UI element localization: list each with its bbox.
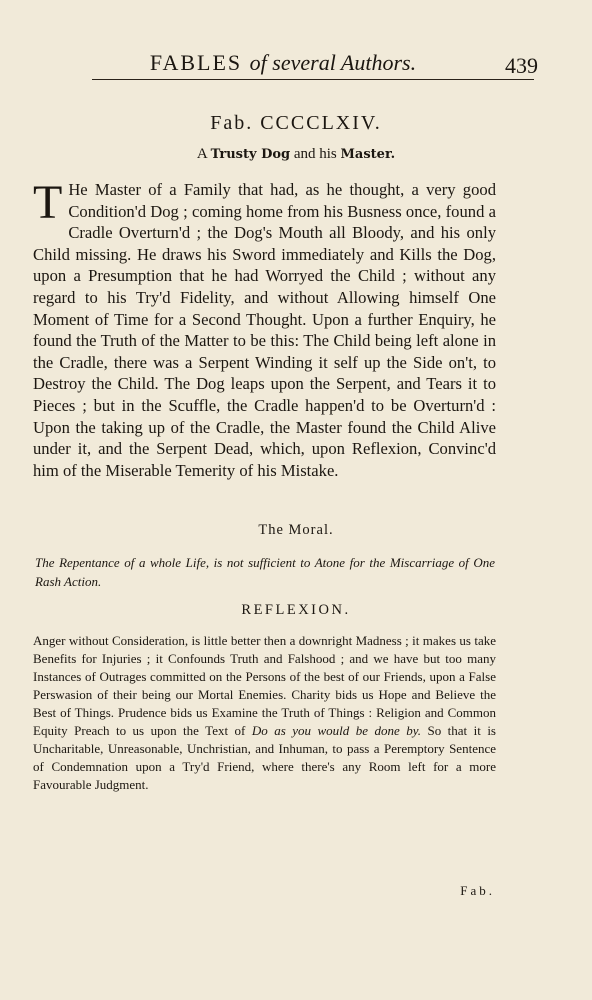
running-head — [92, 50, 538, 80]
fable-body — [33, 176, 496, 481]
fable-title-trusty-dog: Trusty Dog — [210, 147, 291, 162]
moral-text: The Repentance of a whole Life, is not sufficient to Atone for the Miscarriage of One Rash Action. — [35, 555, 495, 589]
running-title-caps: FABLES — [149, 50, 243, 75]
header-rule — [92, 79, 534, 80]
fable-body-text: He Master of a Family that had, as he thought, a very good Condition'd Dog ; coming home from his Busness once, found a Cradle Overturn'd ; the Dog's Mouth all Bloody, and his only Child missing. He draws his Sword immediately and Kills the Dog, upon a Presumption that he had Worryed the Child ; without any regard to his Try'd Fidelity, and without Allowing himself One Moment of Time for a Second Thought. Upon a further Enquiry, he found the Truth of the Matter to be this: The Child being left alone in the Cradle, there was a Serpent Winding it self up the Side on't, to Destroy the Child. The Dog leaps upon the Serpent, and Tears it to Pieces ; but in the Scuffle, the Cradle happen'd to be Overturn'd : Upon the taking up of the Cradle, the Master found the Child Alive under it, and the Serpent Dead, which, upon Reflexion, Convinc'd him of the Miserable Temerity of his Mistake. — [33, 180, 496, 480]
page-number: 439 — [505, 53, 538, 78]
fable-title-master: Master. — [340, 147, 396, 162]
moral-heading: The Moral. — [258, 522, 334, 538]
reflexion-text — [33, 632, 496, 794]
fable-title-and-his: and his — [293, 146, 337, 162]
catchword: Fab. — [460, 883, 495, 898]
fable-number: Fab. CCCCLXIV. — [210, 112, 382, 134]
reflexion-text-italic: Do as you would be done by. — [251, 723, 421, 738]
running-title-italic: of several Authors. — [249, 50, 417, 75]
reflexion-text-after: So that it is Uncharitable, Unreasonable, Unchristian, and Inhuman, to pass a Peremptory Sentence of Condemnation upon a Try'd Friend, where there's any Room left for a more Favourable Judgment. — [33, 723, 496, 792]
fable-title-a: A — [196, 146, 207, 162]
running-title — [92, 50, 474, 76]
drop-cap: T — [33, 176, 63, 229]
reflexion-text-before: Anger without Consideration, is little better then a downright Madness ; it makes us take Benefits for Injuries ; it Confounds Truth and Falshood ; and we have but too many Instances of Outrages committed on the Persons of the best of our Friends, upon a False Perswasion of their being our Mortal Enemies. Charity bids us Hope and Believe the Best of Things. Prudence bids us Examine the Truth of Things : Religion and Common Equity Preach to us upon the Text of — [33, 633, 496, 738]
reflexion-heading: REFLEXION. — [241, 602, 351, 618]
fable-title — [0, 146, 592, 163]
